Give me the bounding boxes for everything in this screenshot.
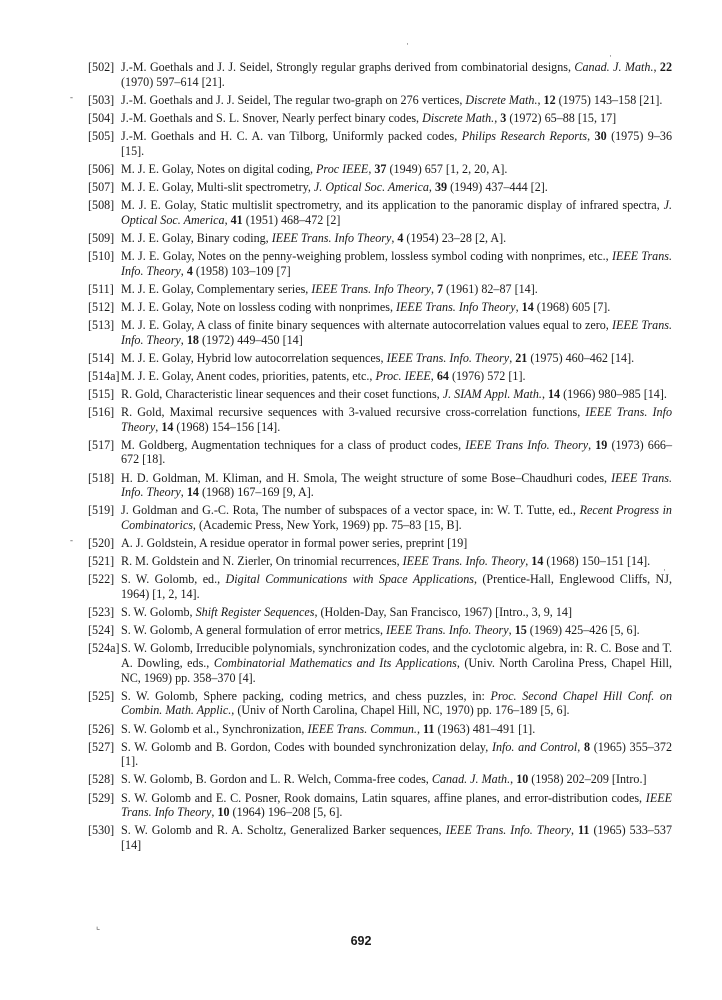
reference-text: J.-M. Goethals and J. J. Seidel, The regular two-graph on 276 vertices, Discrete Math., 12 (1975) 143–158 [21]. — [121, 92, 663, 107]
reference-text: J.-M. Goethals and J. J. Seidel, Strongly regular graphs derived from combinatorial designs, Canad. J. Math., 22 (1970) 597–614 [21]. — [121, 60, 672, 89]
reference-entry — [88, 605, 672, 620]
reference-text: S. W. Golomb, Sphere packing, coding metrics, and chess puzzles, in: Proc. Second Chapel Hill Conf. on Combin. Math. Applic., (Univ of North Carolina, Chapel Hill, NC, 1970) pp. 176–189 [5, 6]. — [121, 688, 672, 718]
reference-number: [524] — [88, 623, 115, 638]
reference-text: S. W. Golomb, Shift Register Sequences, (Holden-Day, San Francisco, 1967) [Intro., 3, 9, 14] — [121, 605, 572, 620]
reference-entry — [88, 405, 672, 434]
page-number: 692 — [350, 934, 372, 948]
reference-entry — [88, 536, 672, 551]
reference-number: [526] — [88, 721, 115, 736]
reference-number: [530] — [88, 823, 115, 838]
reference-text: S. W. Golomb, A general formulation of error metrics, IEEE Trans. Info. Theory, 15 (1969) 425–426 [5, 6]. — [121, 623, 640, 638]
reference-number: [511] — [88, 281, 114, 296]
reference-number: [527] — [88, 739, 115, 754]
reference-entry — [88, 791, 672, 820]
reference-entry — [88, 572, 672, 601]
reference-entry — [88, 503, 672, 532]
scan-speck: · — [406, 39, 409, 49]
reference-entry — [88, 641, 672, 685]
reference-entry — [88, 282, 672, 297]
reference-entry — [88, 740, 672, 769]
reference-entry — [88, 93, 672, 108]
reference-text: S. W. Golomb et al., Synchronization, IEEE Trans. Commun., 11 (1963) 481–491 [1]. — [121, 721, 536, 736]
reference-number: [512] — [88, 299, 115, 314]
reference-number: [519] — [88, 503, 115, 518]
reference-text: H. D. Goldman, M. Kliman, and H. Smola, The weight structure of some Bose–Chaudhuri codes, IEEE Trans. Info. Theory, 14 (1968) 167–169 [9, A]. — [121, 470, 672, 500]
reference-number: [521] — [88, 554, 115, 569]
reference-list — [88, 60, 672, 856]
reference-text: M. J. E. Golay, Complementary series, IEEE Trans. Info Theory, 7 (1961) 82–87 [14]. — [121, 281, 538, 296]
scan-speck: ⌞ — [96, 921, 101, 931]
reference-entry — [88, 554, 672, 569]
reference-text: J.-M. Goethals and H. C. A. van Tilborg, Uniformly packed codes, Philips Research Reports, 30 (1975) 9–36 [15]. — [121, 128, 672, 158]
reference-entry — [88, 689, 672, 718]
reference-text: J.-M. Goethals and S. L. Snover, Nearly perfect binary codes, Discrete Math., 3 (1972) 65–88 [15, 17] — [121, 110, 617, 125]
scan-speck: - — [70, 92, 73, 102]
reference-text: M. J. E. Golay, Notes on the penny-weighing problem, lossless symbol coding with nonprimes, etc., IEEE Trans. Info. Theory, 4 (1958) 103–109 [7] — [121, 248, 672, 278]
reference-number: [508] — [88, 197, 115, 212]
reference-number: [503] — [88, 92, 115, 107]
reference-number: [515] — [88, 386, 115, 401]
reference-text: M. Goldberg, Augmentation techniques for a class of product codes, IEEE Trans Info. Theory, 19 (1973) 666–672 [18]. — [121, 437, 672, 467]
reference-number: [505] — [88, 128, 115, 143]
reference-number: [525] — [88, 688, 115, 703]
reference-entry — [88, 387, 672, 402]
reference-entry — [88, 180, 672, 195]
reference-entry — [88, 438, 672, 467]
reference-entry — [88, 249, 672, 278]
scan-speck: · — [663, 565, 666, 575]
reference-entry — [88, 60, 672, 89]
reference-text: S. W. Golomb, ed., Digital Communications with Space Applications, (Prentice-Hall, Englewood Cliffs, NJ, 1964) [1, 2, 14]. — [121, 572, 672, 601]
reference-entry — [88, 823, 672, 852]
reference-number: [509] — [88, 230, 115, 245]
reference-number: [516] — [88, 404, 115, 419]
scan-speck: - — [70, 535, 73, 545]
reference-number: [518] — [88, 470, 115, 485]
reference-text: R. Gold, Maximal recursive sequences with 3-valued recursive cross-correlation functions, IEEE Trans. Info Theory, 14 (1968) 154–156 [14]. — [121, 404, 672, 434]
reference-number: [502] — [88, 60, 115, 74]
reference-text: M. J. E. Golay, Notes on digital coding, Proc IEEE, 37 (1949) 657 [1, 2, 20, A]. — [121, 161, 508, 176]
reference-entry — [88, 772, 672, 787]
reference-number: [517] — [88, 437, 115, 452]
scan-speck: · — [609, 51, 612, 61]
reference-text: S. W. Golomb, Irreducible polynomials, synchronization codes, and the cyclotomic algebra, in: R. C. Bose and T. A. Dowling, eds., Combinatorial Mathematics and Its Applications, (Univ. North Carolina Press, Chapel Hill, NC, 1969) pp. 358–370 [4]. — [121, 641, 672, 685]
reference-number: [507] — [88, 179, 115, 194]
reference-entry — [88, 111, 672, 126]
reference-number: [504] — [88, 110, 115, 125]
reference-text: S. W. Golomb and R. A. Scholtz, Generalized Barker sequences, IEEE Trans. Info. Theory, 11 (1965) 533–537 [14] — [121, 823, 672, 853]
reference-text: R. Gold, Characteristic linear sequences and their coset functions, J. SIAM Appl. Math., 14 (1966) 980–985 [14]. — [121, 386, 667, 401]
reference-text: M. J. E. Golay, Multi-slit spectrometry, J. Optical Soc. America, 39 (1949) 437–444 [2]. — [121, 179, 548, 194]
reference-text: S. W. Golomb, B. Gordon and L. R. Welch, Comma-free codes, Canad. J. Math., 10 (1958) 202–209 [Intro.] — [121, 772, 647, 787]
reference-entry — [88, 722, 672, 737]
reference-text: S. W. Golomb and E. C. Posner, Rook domains, Latin squares, affine planes, and error-distribution codes, IEEE Trans. Info Theory, 10 (1964) 196–208 [5, 6]. — [121, 790, 672, 820]
reference-entry — [88, 231, 672, 246]
reference-number: [529] — [88, 790, 115, 805]
reference-entry — [88, 300, 672, 315]
reference-entry — [88, 471, 672, 500]
reference-entry — [88, 162, 672, 177]
reference-number: [528] — [88, 772, 115, 787]
reference-number: [520] — [88, 536, 115, 551]
reference-text: M. J. E. Golay, A class of finite binary sequences with alternate autocorrelation values equal to zero, IEEE Trans. Info. Theory, 18 (1972) 449–450 [14] — [121, 317, 672, 347]
reference-number: [514a] — [88, 368, 120, 383]
reference-number: [524a] — [88, 641, 120, 656]
reference-number: [514] — [88, 350, 115, 365]
reference-number: [510] — [88, 248, 115, 263]
reference-entry — [88, 129, 672, 158]
reference-number: [522] — [88, 572, 115, 587]
reference-text: M. J. E. Golay, Binary coding, IEEE Trans. Info Theory, 4 (1954) 23–28 [2, A]. — [121, 230, 507, 245]
reference-number: [513] — [88, 317, 115, 332]
reference-text: J. Goldman and G.-C. Rota, The number of subspaces of a vector space, in: W. T. Tutte, ed., Recent Progress in Combinatorics, (Academic Press, New York, 1969) pp. 75–83 [15, B]. — [121, 503, 672, 533]
reference-text: M. J. E. Golay, Note on lossless coding with nonprimes, IEEE Trans. Info Theory, 14 (1968) 605 [7]. — [121, 299, 611, 314]
reference-entry — [88, 318, 672, 347]
reference-text: A. J. Goldstein, A residue operator in formal power series, preprint [19] — [121, 536, 468, 551]
reference-text: S. W. Golomb and B. Gordon, Codes with bounded synchronization delay, Info. and Control, 8 (1965) 355–372 [1]. — [121, 739, 672, 769]
reference-number: [523] — [88, 605, 115, 620]
reference-entry — [88, 623, 672, 638]
reference-entry — [88, 351, 672, 366]
reference-entry — [88, 369, 672, 384]
reference-text: M. J. E. Golay, Hybrid low autocorrelation sequences, IEEE Trans. Info. Theory, 21 (1975) 460–462 [14]. — [121, 350, 635, 365]
reference-number: [506] — [88, 161, 115, 176]
reference-text: R. M. Goldstein and N. Zierler, On trinomial recurrences, IEEE Trans. Info. Theory, 14 (1968) 150–151 [14]. — [121, 554, 651, 569]
reference-text: M. J. E. Golay, Static multislit spectrometry, and its application to the panoramic display of infrared spectra, J. Optical Soc. America, 41 (1951) 468–472 [2] — [121, 197, 672, 227]
reference-text: M. J. E. Golay, Anent codes, priorities, patents, etc., Proc. IEEE, 64 (1976) 572 [1]. — [121, 368, 526, 383]
reference-entry — [88, 198, 672, 227]
